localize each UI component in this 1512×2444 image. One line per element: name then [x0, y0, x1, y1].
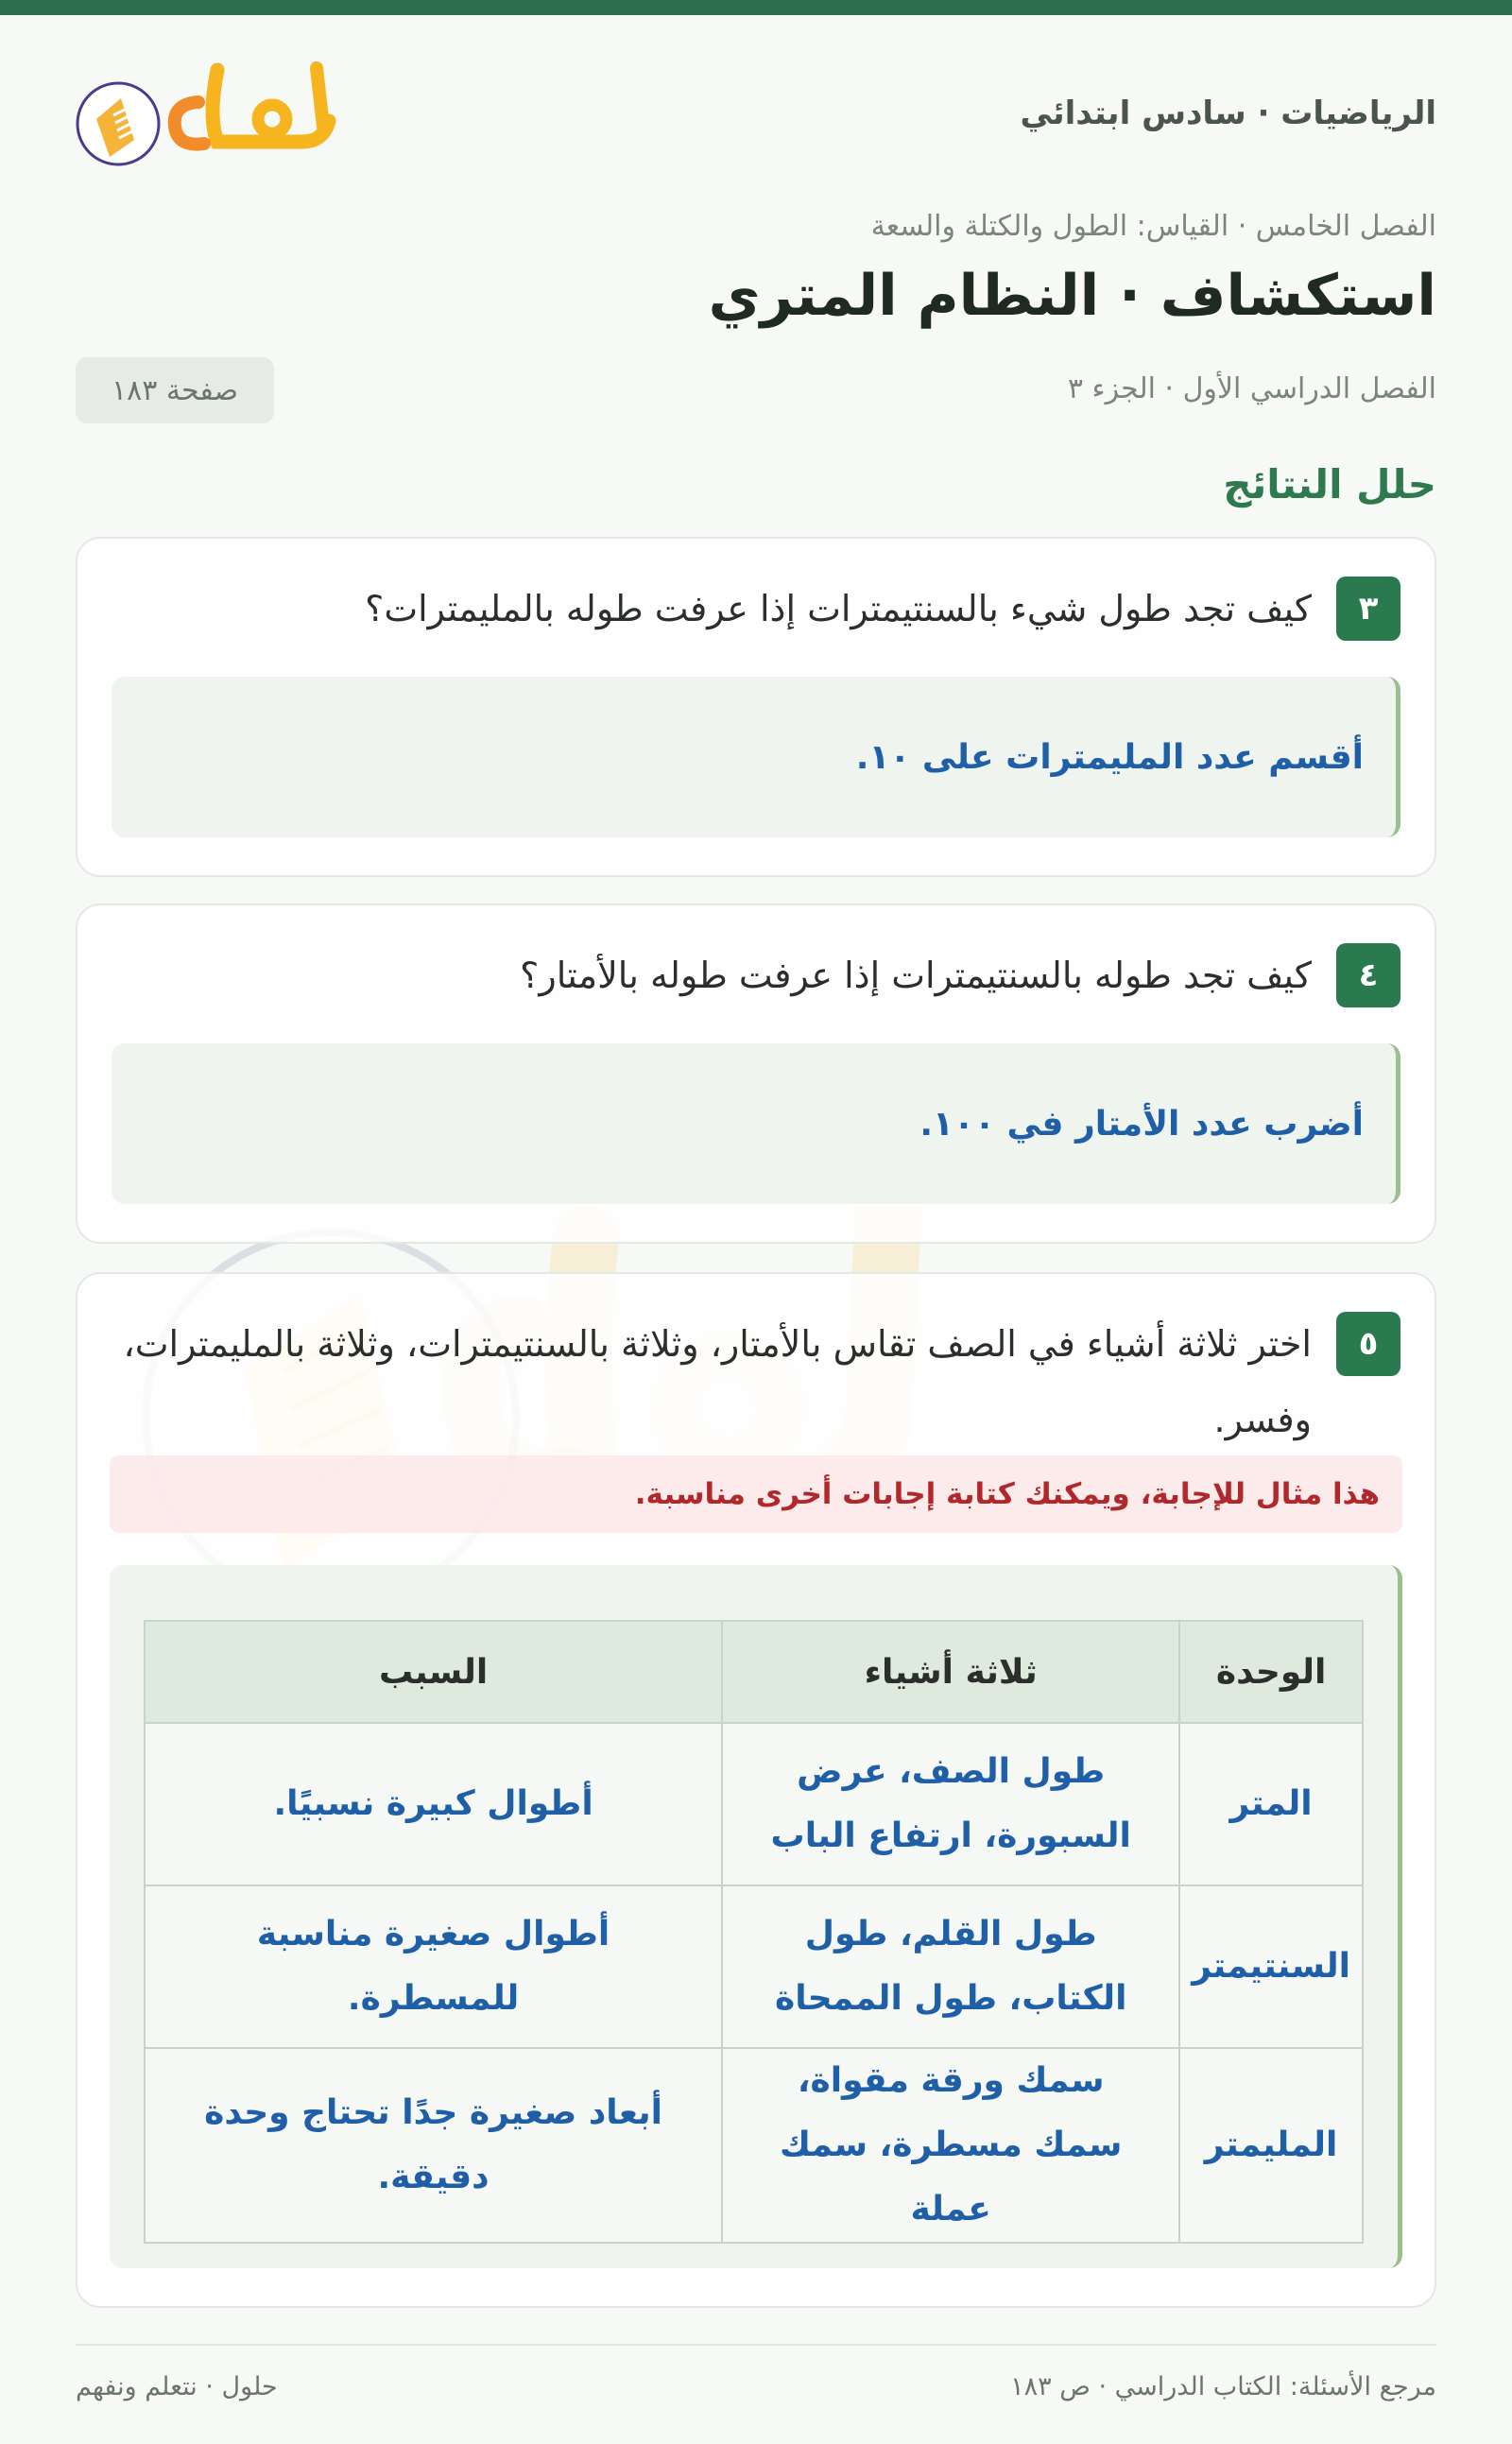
- page-number-badge: صفحة ١٨٣: [76, 357, 274, 423]
- answer-table-box: [110, 1565, 1402, 2268]
- sample-answer-note: [110, 1455, 1402, 1533]
- footer-reference: مرجع الأسئلة: الكتاب الدراسي · ص ١٨٣: [1010, 2372, 1436, 2401]
- objects-cell: سمك ورقة مقواة، سمك مسطرة، سمك عملة: [722, 2048, 1179, 2243]
- question-card-4: [76, 904, 1436, 1244]
- note-text: هذا مثال للإجابة، ويمكنك كتابة إجابات أخرى مناسبة.: [634, 1477, 1380, 1511]
- answer-box: [112, 677, 1400, 837]
- table-header-row: [145, 1621, 1363, 1723]
- reason-cell: أطوال صغيرة مناسبة للمسطرة.: [145, 1885, 722, 2048]
- answer-text: أضرب عدد الأمتار في ١٠٠.: [919, 1104, 1364, 1144]
- header-unit: الوحدة: [1179, 1621, 1363, 1723]
- top-accent-bar: [0, 0, 1512, 15]
- question-number-badge: ٣: [1336, 577, 1400, 641]
- question-text: كيف تجد طوله بالسنتيمترات إذا عرفت طوله بالأمتار؟: [520, 955, 1312, 996]
- page-header: [76, 57, 1436, 180]
- unit-cell: المتر: [1179, 1723, 1363, 1885]
- question-number-badge: ٤: [1336, 943, 1400, 1007]
- footer-divider: [76, 2344, 1436, 2346]
- page-title: استكشاف · النظام المتري: [708, 263, 1436, 329]
- hulul-logo[interactable]: [76, 60, 350, 174]
- question-number-badge: ٥: [1336, 1312, 1400, 1376]
- header-reason: السبب: [145, 1621, 722, 1723]
- answer-table: [144, 1620, 1364, 2244]
- answer-box: [112, 1043, 1400, 1204]
- chapter-label: الفصل الخامس · القياس: الطول والكتلة والسعة: [870, 210, 1436, 243]
- subject-label: الرياضيات · سادس ابتدائي: [1020, 95, 1436, 132]
- table-row: [145, 1723, 1363, 1885]
- reason-cell: أبعاد صغيرة جدًا تحتاج وحدة دقيقة.: [145, 2048, 722, 2243]
- unit-cell: السنتيمتر: [1179, 1885, 1363, 2048]
- header-objects: ثلاثة أشياء: [722, 1621, 1179, 1723]
- table-row: [145, 2048, 1363, 2243]
- question-text: اختر ثلاثة أشياء في الصف تقاس بالأمتار، وثلاثة بالسنتيمترات، وثلاثة بالمليمترات، وفسر.: [123, 1323, 1312, 1440]
- section-title: حلل النتائج: [1223, 461, 1436, 508]
- reason-cell: أطوال كبيرة نسبيًا.: [145, 1723, 722, 1885]
- question-card-3: [76, 537, 1436, 877]
- term-label: الفصل الدراسي الأول · الجزء ٣: [1067, 372, 1436, 405]
- table-row: [145, 1885, 1363, 2048]
- answer-text: أقسم عدد المليمترات على ١٠.: [855, 737, 1364, 777]
- objects-cell: طول الصف، عرض السبورة، ارتفاع الباب: [722, 1723, 1179, 1885]
- unit-cell: المليمتر: [1179, 2048, 1363, 2243]
- footer-brand: حلول · نتعلم ونفهم: [76, 2372, 278, 2401]
- objects-cell: طول القلم، طول الكتاب، طول الممحاة: [722, 1885, 1179, 2048]
- question-text: كيف تجد طول شيء بالسنتيمترات إذا عرفت طوله بالمليمترات؟: [365, 588, 1312, 629]
